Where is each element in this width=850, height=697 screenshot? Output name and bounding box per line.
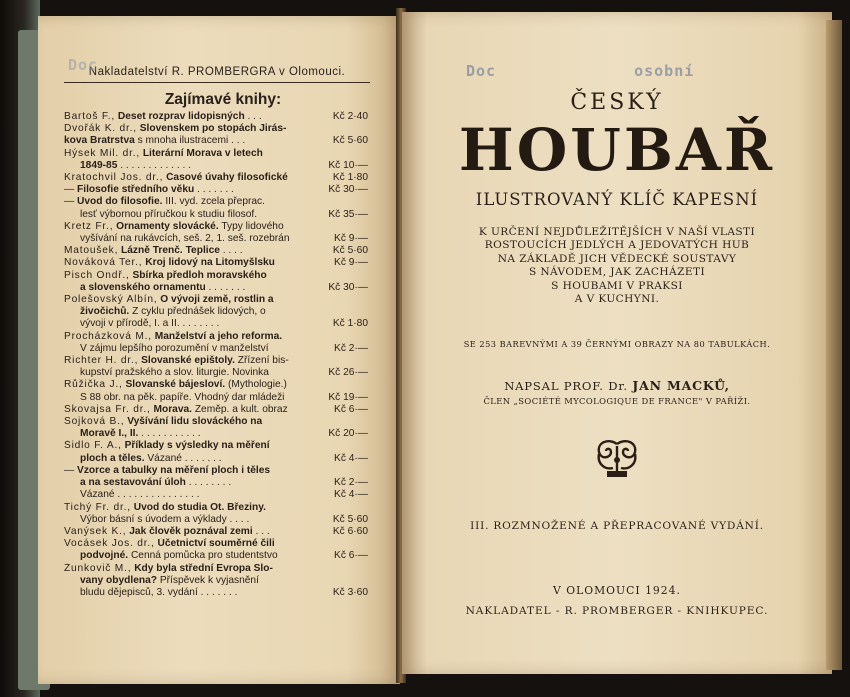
edition-note: III. ROZMNOŽENÉ A PŘEPRACOVANÉ VYDÁNÍ. [470,520,764,532]
author-line: NAPSAL PROF. Dr. JAN MACKŮ, [504,378,730,393]
list-title: Zajímavé knihy: [164,91,282,108]
title-main: HOUBAŘ [458,116,776,184]
list-item: Matoušek, Lázně Trenč. Teplice . . . . Kč 5·60 [64,245,368,257]
page-edges [826,20,842,670]
list-item: — Vzorce a tabulky na měření ploch i těles a na sestavování úloh . . . . . . . . Kč 2·— Vázané . . . . . . . . . . . . . . . Kč 4·— [64,464,368,501]
list-item: Šidlo F. A., Příklady s výsledky na měření ploch a těles. Vázané . . . . . . . Kč 4·— [64,440,368,464]
list-item: Hýsek Mil. dr., Literární Morava v letech 1849-85 . . . . . . . . . . . . . Kč 10·— [64,147,368,171]
list-item: Nováková Ter., Kroj lidový na Litomyšlsku Kč 9·— [64,257,368,269]
description: K URČENÍ NEJDŮLEŽITĚJŠÍCH V NAŠÍ VLASTI ROSTOUCÍCH JEDLÝCH A JEDOVATÝCH HUB NA ZÁKLADĚ JICH VĚDECKÉ SOUSTAVY S NÁVODEM, JAK ZACHÁZETI S HOUBAMI V PRAKSI A V KUCHYNI. [478,226,756,306]
ownership-stamp: Doc [68,56,99,74]
illustrations-note: SE 253 BAREVNÝMI A 39 ČERNÝMI OBRAZY NA 80 TABULKÁCH. [463,339,771,349]
list-item: Bartoš F., Deset rozprav lidopisných . . . Kč 2·40 [64,111,368,122]
list-item: Dvořák K. dr., Slovenskem po stopách Jirás- kova Bratrstva s mnoha ilustracemi . . . Kč 5·60 [64,123,368,147]
list-item: Skovajsa Fr. dr., Morava. Zeměp. a kult. obraz Kč 6·— [64,403,368,415]
author-membership: ČLEN „SOCIÉTÉ MYCOLOGIQUE DE FRANCE" V PAŘÍŽI. [483,396,751,406]
list-item: Richter H. dr., Slovanské epištoly. Zřízení bis- kupství pražského a slov. liturgie. Novinka Kč 26·— [64,355,368,379]
book-list [64,111,382,599]
list-item: Vocásek Jos. dr., Účetnictví souměrné čili podvojné. Cenná pomůcka pro studentstvo Kč 6·— [64,538,368,562]
left-page [38,16,400,684]
title-small: ČESKÝ [570,90,664,115]
list-item: Tichý Fr. dr., Úvod do studia Ot. Březiny. Výbor básní s úvodem a výklady . . . . Kč 5·60 [64,501,368,525]
subtitle: ILUSTROVANÝ KLÍČ KAPESNÍ [475,190,759,209]
list-item: Procházková M., Manželství a jeho reforma. V zájmu lepšího porozumění v manželství Kč 2·— [64,330,368,354]
list-item: Polešovský Albín, O vývoji země, rostlin a živočichů. Z cyklu přednášek lidových, o vývoji v přírodě, I. a II. . . . . . . . Kč 1·80 [64,294,368,330]
publisher-header: Nakladatelství R. PROMBERGRA v Olomouci. [64,66,370,83]
ornament-icon [402,438,832,486]
list-item: Žunkovič M., Kdy byla střední Evropa Slo- vany obydlena? Příspěvek k vyjasnění bludu dějepisců, 3. vydání . . . . . . . Kč 3·60 [64,562,368,598]
right-page [402,12,832,674]
list-item: Kratochvil Jos. dr., Časové úvahy filosofické Kč 1·80 [64,172,368,184]
list-item: Růžička J., Slovanské bájesloví. (Mythologie.) S 88 obr. na pěk. papíře. Vhodný dar mládeži Kč 19·— [64,379,368,403]
list-item: Pisch Ondř., Sbírka předloh moravského a slovenského ornamentu . . . . . . . Kč 30·— [64,269,368,293]
list-item: Sojková B., Vyšívání lidu slováckého na Moravě I., II. . . . . . . . . . . . Kč 20·— [64,416,368,440]
publisher-line: NAKLADATEL - R. PROMBERGER - KNIHKUPEC. [465,605,769,617]
list-item: — Filosofie středního věku . . . . . . . Kč 30·— [64,184,368,196]
list-item: — Úvod do filosofie. III. vyd. zcela přeprac. lesť výbornou příručkou k studiu filosof. Kč 35·— [64,196,368,220]
list-item: Vanýsek K., Jak člověk poznával zemi . . . Kč 6·60 [64,525,368,537]
list-item: Kretz Fr., Ornamenty slovácké. Typy lidového vyšívání na rukávcích, seš. 2, 1. seš. rozebrán Kč 9·— [64,220,368,245]
ownership-stamp-right: Doc osobní [466,62,695,80]
publication-place-year: V OLOMOUCI 1924. [553,584,681,597]
